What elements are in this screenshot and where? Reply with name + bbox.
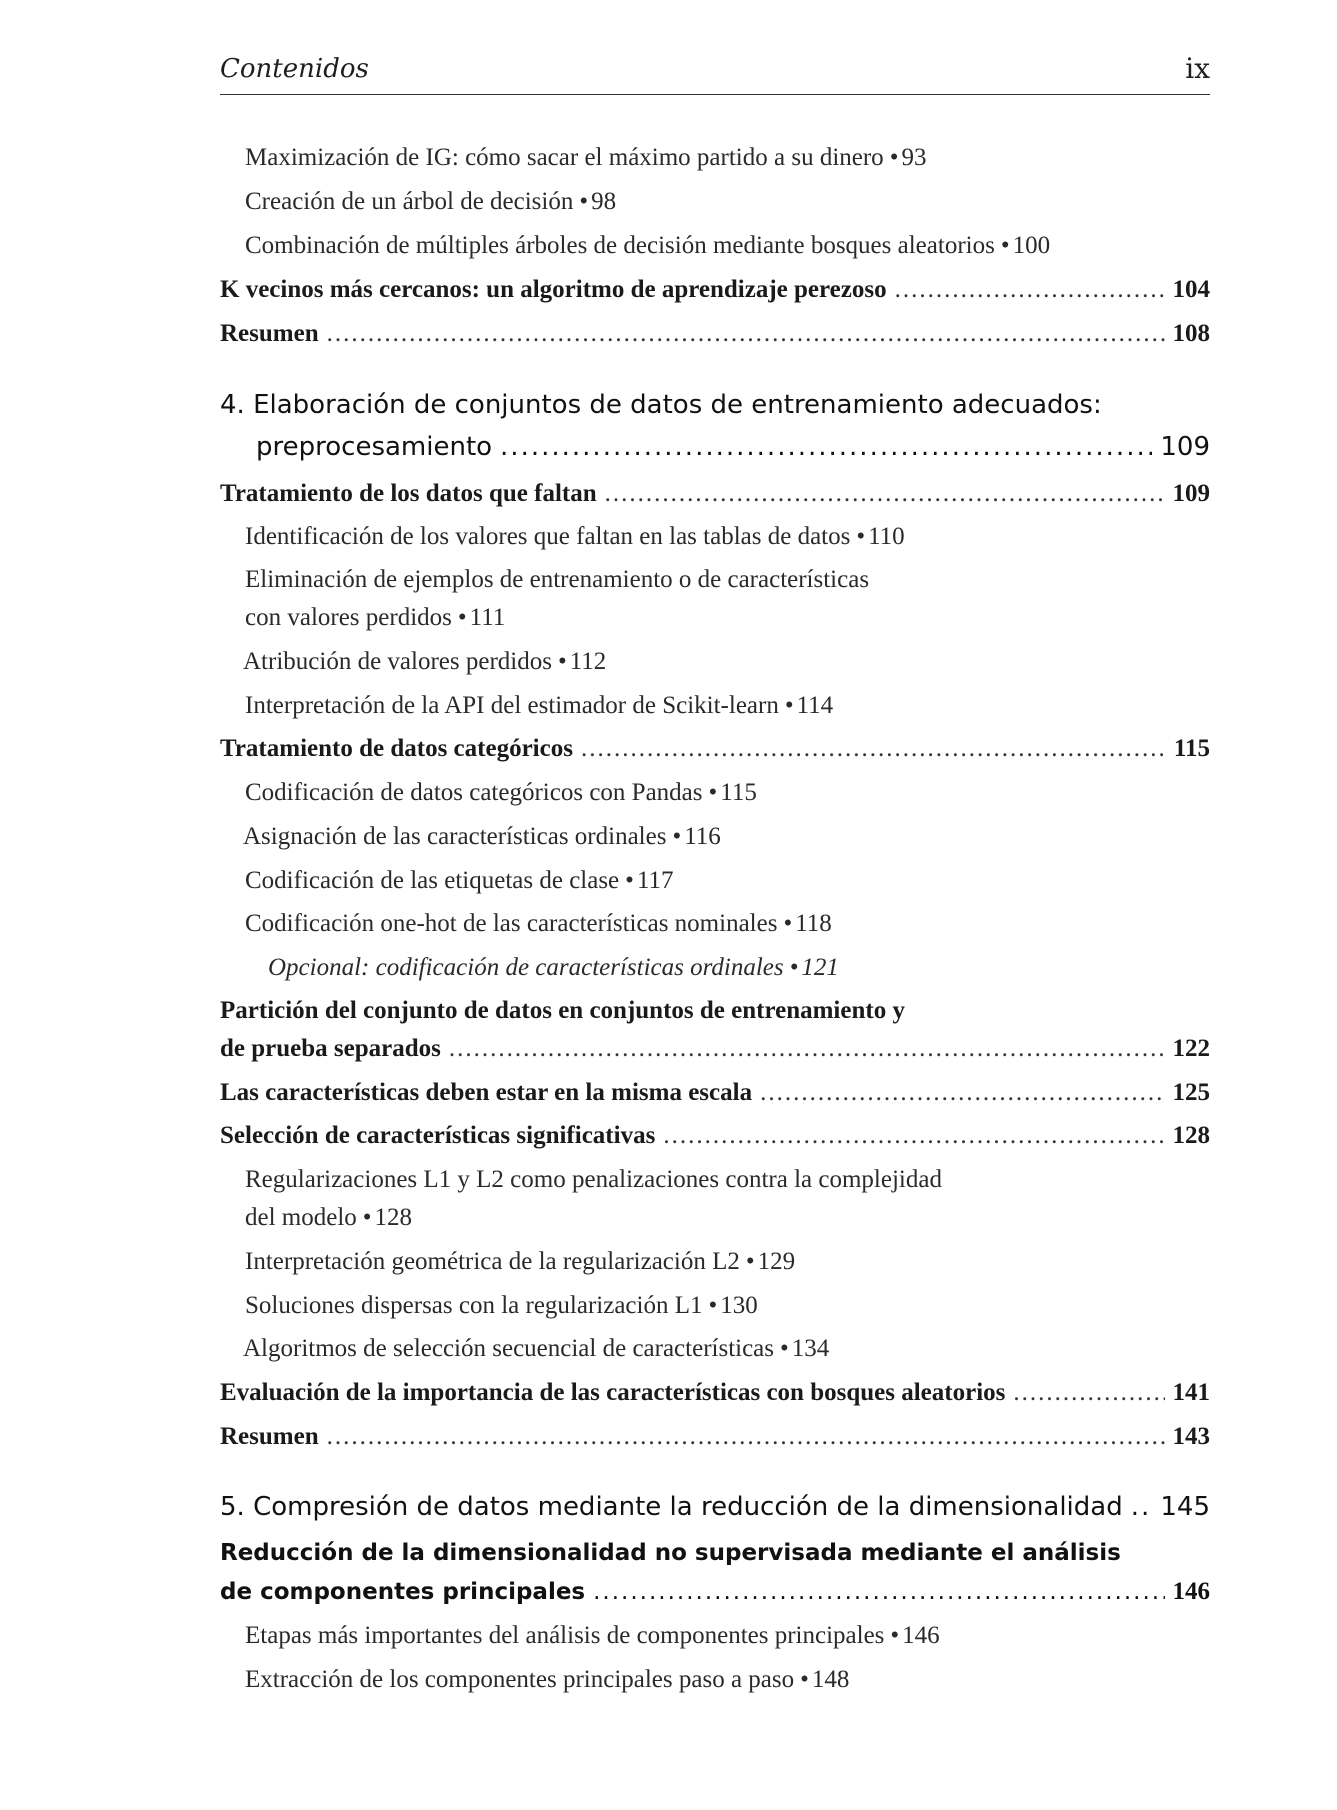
toc-subentry: Identificación de los valores que faltan en las tablas de datos • 110 [245,523,905,550]
toc-section-entry: K vecinos más cercanos: un algoritmo de aprendizaje perezoso ..... 104 [220,276,1210,304]
leader-dots [605,480,1165,508]
toc-subentry: Algoritmos de selección secuencial de características • 134 [243,1335,830,1362]
toc-subentry: Codificación de datos categóricos con Pandas • 115 [245,779,757,806]
leader-dots [593,1579,1164,1605]
toc-subentry: Atribución de valores perdidos • 112 [243,648,607,675]
toc-section-line1: Reducción de la dimensionalidad no supervisada mediante el análisis [220,1540,1121,1566]
toc-subentry: Extracción de los componentes principales paso a paso • 148 [245,1666,850,1693]
toc-subentry: Interpretación geométrica de la regularización L2 • 129 [245,1248,796,1275]
leader-dots [663,1122,1164,1150]
toc-section-entry: Selección de características significativas ..... 128 [220,1122,1210,1150]
toc-section-entry: Resumen ..... 143 [220,1423,1210,1451]
leader-dots [581,735,1166,763]
leader-dots [327,1423,1165,1451]
toc-section-entry: Tratamiento de datos categóricos ..... 115 [220,735,1210,763]
toc-subentry-line2: con valores perdidos • 111 [245,604,506,631]
leader-dots [1131,1492,1153,1522]
toc-subentry-line1: Eliminación de ejemplos de entrenamiento o de características [245,566,870,593]
leader-dots [327,320,1165,348]
chapter-title-line2: preprocesamiento ..... 109 [256,432,1210,462]
toc-section-entry: Resumen ..... 108 [220,320,1210,348]
toc-subentry: Codificación de las etiquetas de clase • 117 [245,867,674,894]
toc-subentry-line1: Regularizaciones L1 y L2 como penalizaciones contra la complejidad [245,1166,942,1193]
leader-dots [449,1035,1165,1063]
running-title: Contenidos [220,54,369,84]
leader-dots [1013,1379,1164,1407]
toc-subentry: Etapas más importantes del análisis de componentes principales • 146 [245,1622,940,1649]
toc-subentry: Soluciones dispersas con la regularización L1 • 130 [245,1292,758,1319]
toc-section-line1: Partición del conjunto de datos en conjuntos de entrenamiento y [220,997,905,1024]
toc-section-entry: Las características deben estar en la misma escala ..... 125 [220,1079,1210,1107]
toc-section-entry: Evaluación de la importancia de las características con bosques aleatorios ..... 141 [220,1379,1210,1407]
toc-section-line2: de componentes principales ..... 146 [220,1578,1210,1606]
toc-subsubentry: Opcional: codificación de características ordinales • 121 [268,954,839,981]
toc-section-entry: Tratamiento de los datos que faltan ..... 109 [220,480,1210,508]
running-header [220,48,1210,95]
toc-subentry: Asignación de las características ordinales • 116 [243,823,721,850]
leader-dots [895,276,1165,304]
toc-subentry: Codificación one-hot de las características nominales • 118 [245,910,832,937]
toc-subentry: Combinación de múltiples árboles de decisión mediante bosques aleatorios • 100 [245,232,1051,259]
toc-section-line2: de prueba separados ..... 122 [220,1035,1210,1063]
toc-subentry-line2: del modelo • 128 [245,1204,413,1231]
chapter-title: 5. Compresión de datos mediante la reducción de la dimensionalidad ..... 145 [220,1492,1210,1522]
toc-subentry: Maximización de IG: cómo sacar el máximo partido a su dinero • 93 [245,144,927,171]
toc-subentry: Creación de un árbol de decisión • 98 [245,188,617,215]
leader-dots [760,1079,1164,1107]
page-number: ix [1185,52,1210,85]
leader-dots [500,432,1152,462]
chapter-title-line1: 4. Elaboración de conjuntos de datos de entrenamiento adecuados: [220,390,1102,420]
toc-subentry: Interpretación de la API del estimador de Scikit-learn • 114 [245,692,834,719]
